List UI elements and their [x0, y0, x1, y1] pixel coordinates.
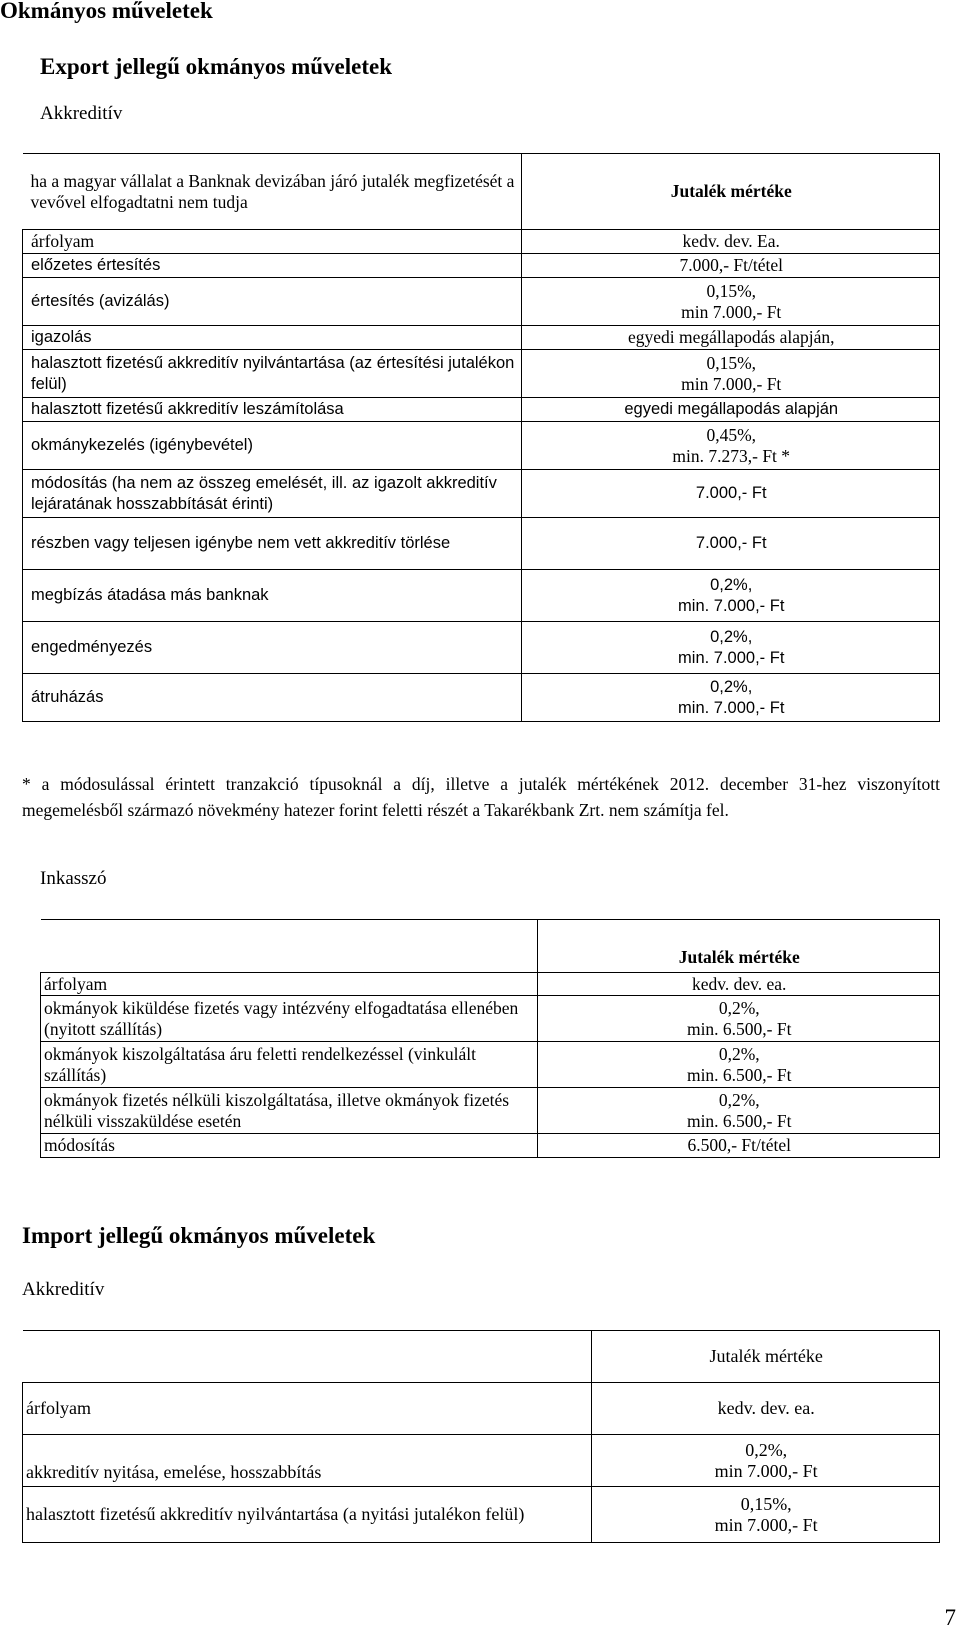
row-value: 7.000,- Ft/tétel	[522, 254, 940, 278]
table-row	[23, 674, 940, 722]
row-label: okmányok fizetés nélküli kiszolgáltatása, illetve okmányok fizetés nélküli visszaküldése esetén	[41, 1088, 538, 1134]
table-row	[23, 1435, 940, 1487]
row-value: 0,2%, min. 6.500,- Ft	[538, 996, 940, 1042]
table-header-row	[23, 154, 940, 230]
table-row	[23, 326, 940, 350]
table-row	[41, 973, 940, 996]
table-row	[41, 996, 940, 1042]
row-label: előzetes értesítés	[23, 254, 522, 278]
table-row	[23, 254, 940, 278]
header-fee: Jutalék mértéke	[522, 154, 940, 230]
table-row	[41, 1088, 940, 1134]
row-label: halasztott fizetésű akkreditív nyilvántartása (a nyitási jutalékon felül)	[23, 1487, 592, 1543]
table-row	[23, 398, 940, 422]
export-akkreditiv-table	[22, 153, 940, 722]
row-label: értesítés (avizálás)	[23, 278, 522, 326]
row-value: 0,2%, min. 7.000,- Ft	[522, 570, 940, 622]
table-row	[23, 278, 940, 326]
row-value: 0,2%, min. 7.000,- Ft	[522, 674, 940, 722]
row-label: akkreditív nyitása, emelése, hosszabbítás	[23, 1435, 592, 1487]
header-fee: Jutalék mértéke	[592, 1331, 940, 1383]
page-title: Okmányos műveletek	[0, 0, 213, 23]
row-value: 0,2%, min. 7.000,- Ft	[522, 622, 940, 674]
header-fee: Jutalék mértéke	[538, 920, 940, 973]
row-value: kedv. dev. ea.	[538, 973, 940, 996]
row-value: 0,45%, min. 7.273,- Ft *	[522, 422, 940, 470]
row-value: egyedi megállapodás alapján,	[522, 326, 940, 350]
inkasszo-subheading: Inkasszó	[40, 868, 107, 889]
row-label: okmányok kiszolgáltatása áru feletti rendelkezéssel (vinkulált szállítás)	[41, 1042, 538, 1088]
row-value: 7.000,- Ft	[522, 518, 940, 570]
import-akkreditiv-subheading: Akkreditív	[22, 1279, 105, 1300]
export-akkreditiv-subheading: Akkreditív	[40, 103, 123, 124]
row-label: részben vagy teljesen igénybe nem vett akkreditív törlése	[23, 518, 522, 570]
row-label: megbízás átadása más banknak	[23, 570, 522, 622]
row-value: 0,2%, min 7.000,- Ft	[592, 1435, 940, 1487]
inkasszo-table	[40, 919, 940, 1158]
table-row	[23, 470, 940, 518]
table-row	[41, 1042, 940, 1088]
import-heading: Import jellegű okmányos műveletek	[22, 1223, 376, 1248]
row-value: egyedi megállapodás alapján	[522, 398, 940, 422]
row-value: 7.000,- Ft	[522, 470, 940, 518]
table-header-row	[23, 1331, 940, 1383]
row-value: 0,15%, min 7.000,- Ft	[522, 278, 940, 326]
table-row	[23, 518, 940, 570]
row-label: okmányok kiküldése fizetés vagy intézvény elfogadtatása ellenében (nyitott szállítás)	[41, 996, 538, 1042]
header-condition: ha a magyar vállalat a Banknak devizában járó jutalék megfizetését a vevővel elfogadtatni nem tudja	[23, 154, 522, 230]
table-row	[23, 230, 940, 254]
row-value: 0,15%, min 7.000,- Ft	[592, 1487, 940, 1543]
table-row	[23, 622, 940, 674]
page-number: 7	[944, 1605, 956, 1630]
import-akkreditiv-table	[22, 1330, 940, 1543]
row-label: átruházás	[23, 674, 522, 722]
footnote: * a módosulással érintett tranzakció típusoknál a díj, illetve a jutalék mértékének 2012. december 31-hez viszonyított megemelésből származó növekmény hatezer forint feletti részét a Takarékbank Zrt. nem számítja fel.	[22, 774, 940, 820]
row-label: árfolyam	[23, 1383, 592, 1435]
row-label: halasztott fizetésű akkreditív nyilvántartása (az értesítési jutalékon felül)	[23, 350, 522, 398]
row-value: 6.500,- Ft/tétel	[538, 1134, 940, 1158]
table-row	[23, 422, 940, 470]
row-label: módosítás	[41, 1134, 538, 1158]
row-label: halasztott fizetésű akkreditív leszámítolása	[23, 398, 522, 422]
row-value: kedv. dev. Ea.	[522, 230, 940, 254]
row-label: módosítás (ha nem az összeg emelését, ill. az igazolt akkreditív lejáratának hosszabbítását érinti)	[23, 470, 522, 518]
table-row	[23, 350, 940, 398]
row-value: 0,15%, min 7.000,- Ft	[522, 350, 940, 398]
row-label: engedményezés	[23, 622, 522, 674]
table-header-row	[41, 920, 940, 973]
table-row	[41, 1134, 940, 1158]
table-row	[23, 570, 940, 622]
table-row	[23, 1487, 940, 1543]
row-label: árfolyam	[41, 973, 538, 996]
export-heading: Export jellegű okmányos műveletek	[40, 54, 393, 79]
row-label: igazolás	[23, 326, 522, 350]
row-value: 0,2%, min. 6.500,- Ft	[538, 1088, 940, 1134]
row-label: árfolyam	[23, 230, 522, 254]
row-value: 0,2%, min. 6.500,- Ft	[538, 1042, 940, 1088]
table-row	[23, 1383, 940, 1435]
row-label: okmánykezelés (igénybevétel)	[23, 422, 522, 470]
row-value: kedv. dev. ea.	[592, 1383, 940, 1435]
